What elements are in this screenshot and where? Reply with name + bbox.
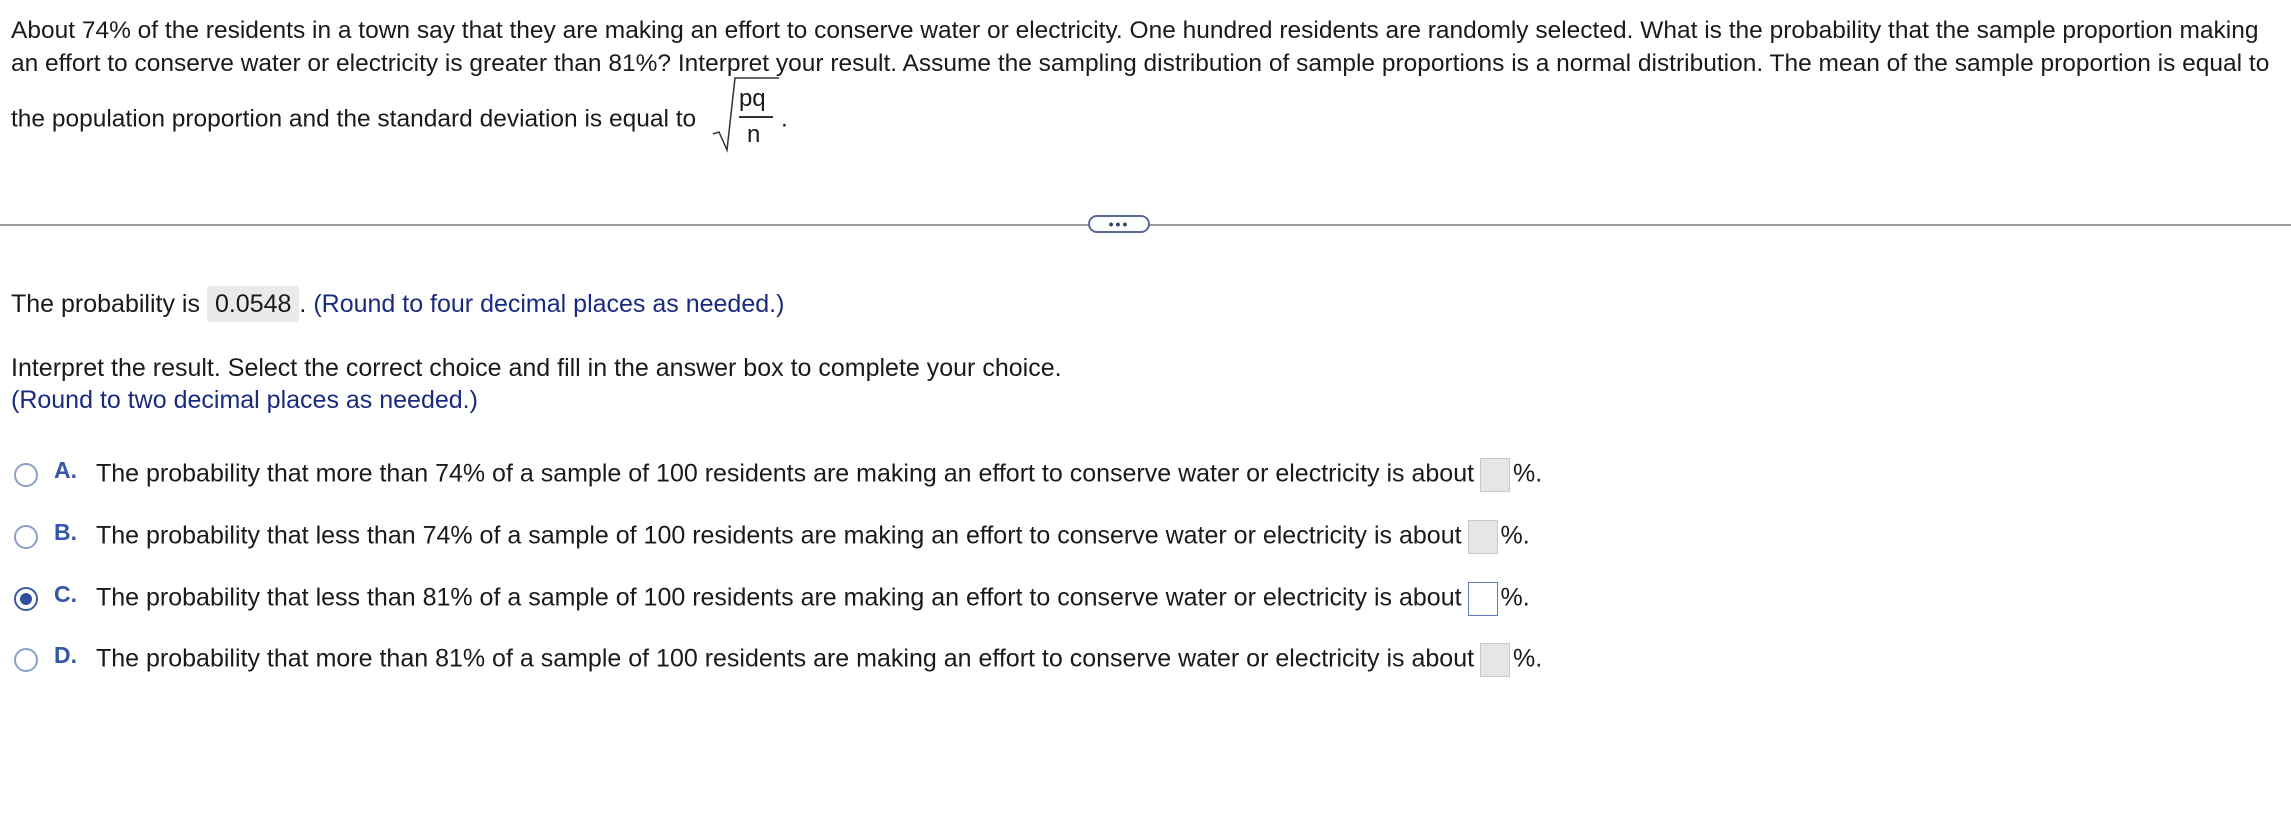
- probability-line: [11, 286, 784, 322]
- radio-c[interactable]: [14, 587, 38, 611]
- choice-a-letter: A.: [54, 456, 77, 483]
- choice-c-text: The probability that less than 81% of a sample of 100 residents are making an effort to conserve water or electricity is about %.: [96, 582, 1530, 616]
- question-end: .: [780, 105, 788, 133]
- radio-d[interactable]: [14, 648, 38, 672]
- choice-d[interactable]: [14, 640, 1542, 680]
- choice-c[interactable]: [14, 579, 1530, 619]
- radio-a[interactable]: [14, 463, 38, 487]
- interpret-section: [11, 352, 1062, 416]
- choice-d-letter: D.: [54, 641, 77, 668]
- choice-c-input[interactable]: [1468, 582, 1498, 616]
- interpret-instruction: Interpret the result. Select the correct choice and fill in the answer box to complete your choice.: [11, 354, 1062, 382]
- more-button[interactable]: [1088, 215, 1150, 233]
- choice-d-input[interactable]: [1480, 643, 1510, 677]
- choice-b-input[interactable]: [1468, 520, 1498, 554]
- choice-a-text: The probability that more than 74% of a sample of 100 residents are making an effort to conserve water or electricity is about %.: [96, 458, 1542, 492]
- probability-suffix: .: [299, 290, 307, 318]
- more-button-label: •••: [1108, 216, 1130, 232]
- probability-answer[interactable]: 0.0548: [207, 286, 299, 322]
- choice-b-letter: B.: [54, 518, 77, 545]
- choice-a-input[interactable]: [1480, 458, 1510, 492]
- choice-c-letter: C.: [54, 580, 77, 607]
- formula-numerator: pq: [738, 85, 766, 112]
- sqrt-formula: [711, 74, 781, 154]
- question-text: [11, 14, 2281, 160]
- question-body: About 74% of the residents in a town say that they are making an effort to conserve water or electricity. One hundred residents are randomly selected. What is the probability that the sample proportion making an effort to conserve water or electricity is greater than 81%? Interpret your result. Assume the sampling distribution of sample proportions is a normal distribution. The mean of the sample proportion is equal to the population proportion and the standard deviation is equal to: [11, 17, 2270, 133]
- choice-b-text: The probability that less than 74% of a sample of 100 residents are making an effort to conserve water or electricity is about %.: [96, 520, 1530, 554]
- interpret-hint: (Round to two decimal places as needed.): [11, 386, 478, 414]
- choice-b[interactable]: [14, 517, 1530, 557]
- probability-hint: (Round to four decimal places as needed.): [313, 290, 785, 318]
- choice-d-text: The probability that more than 81% of a sample of 100 residents are making an effort to conserve water or electricity is about %.: [96, 643, 1542, 677]
- choice-a[interactable]: [14, 455, 1542, 495]
- formula-denominator: n: [746, 121, 761, 148]
- probability-prefix: The probability is: [11, 290, 200, 318]
- radio-b[interactable]: [14, 525, 38, 549]
